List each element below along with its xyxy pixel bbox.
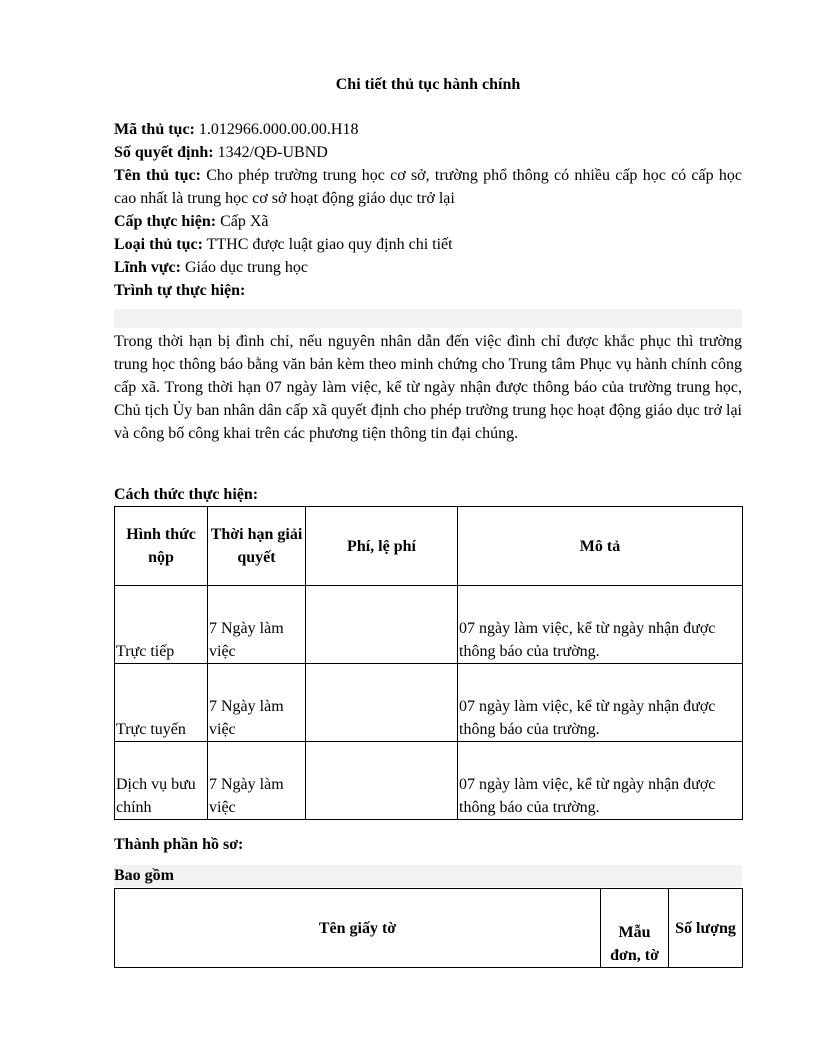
col-header: Thời hạn giải quyết [208,507,306,586]
table-cell: 7 Ngày làm việc [208,586,306,664]
field-linh-vuc [114,256,742,279]
field-so-quyet-dinh [114,141,742,164]
table-header-row [115,507,743,586]
field-label: Số quyết định: [114,144,214,161]
table-cell [306,586,458,664]
thanh-phan-table [114,888,743,968]
col-header: Hình thức nộp [115,507,208,586]
field-label: Cấp thực hiện: [114,213,217,230]
table-cell: 7 Ngày làm việc [208,742,306,820]
field-value: Cho phép trường trung học cơ sở, trường phổ thông có nhiều cấp học có cấp học cao nhất là trung học cơ sở hoạt động giáo dục trở lại [114,167,743,207]
field-label: Loại thủ tục: [114,236,203,253]
table-cell: Trực tiếp [115,586,208,664]
table-cell: 07 ngày làm việc, kể từ ngày nhận được thông báo của trường. [458,742,743,820]
field-value: Cấp Xã [220,213,269,230]
cach-thuc-table [114,506,743,820]
table-header-row [115,889,743,968]
shaded-band [114,309,742,328]
col-header: Mô tả [458,507,743,586]
table-row [115,664,743,742]
thanh-phan-heading: Thành phần hồ sơ: [114,836,244,853]
page-title: Chi tiết thủ tục hành chính [335,76,521,93]
table-cell: Trực tuyến [115,664,208,742]
table-cell [306,664,458,742]
col-header: Tên giấy tờ [115,889,601,968]
field-ma-thu-tuc [114,118,742,141]
field-value: 1342/QĐ-UBND [217,144,328,161]
col-header: Phí, lệ phí [306,507,458,586]
field-ten-thu-tuc [114,164,742,210]
table-row [115,742,743,820]
field-value: 1.012966.000.00.00.H18 [198,121,359,138]
field-label: Trình tự thực hiện: [114,282,246,299]
field-cap-thuc-hien [114,210,742,233]
table-cell: Dịch vụ bưu chính [115,742,208,820]
field-value: Giáo dục trung học [184,259,309,276]
col-header: Mẫu đơn, tờ [601,889,669,968]
field-label: Lĩnh vực: [114,259,181,276]
table-cell: 07 ngày làm việc, kể từ ngày nhận được thông báo của trường. [458,586,743,664]
field-loai-thu-tuc [114,233,742,256]
field-trinh-tu [114,279,742,302]
bao-gom-band: Bao gồm [114,865,742,887]
table-cell [306,742,458,820]
field-value: TTHC được luật giao quy định chi tiết [206,236,453,253]
table-cell: 7 Ngày làm việc [208,664,306,742]
trinh-tu-paragraph: Trong thời hạn bị đình chỉ, nếu nguyên nhân dẫn đến việc đình chỉ được khắc phục thì trường trung học thông báo bằng văn bản kèm theo minh chứng cho Trung tâm Phục vụ hành chính công cấp xã. Trong thời hạn 07 ngày làm việc, kể từ ngày nhận được thông báo của trường trung học, Chủ tịch Ủy ban nhân dân cấp xã quyết định cho phép trường trung học hoạt động giáo dục trở lại và công bố công khai trên các phương tiện thông tin đại chúng. [114,333,742,442]
col-header: Số lượng [669,889,743,968]
field-label: Tên thủ tục: [114,167,201,184]
cach-thuc-heading: Cách thức thực hiện: [114,486,259,503]
table-row [115,586,743,664]
field-label: Mã thủ tục: [114,121,195,138]
table-cell: 07 ngày làm việc, kể từ ngày nhận được thông báo của trường. [458,664,743,742]
